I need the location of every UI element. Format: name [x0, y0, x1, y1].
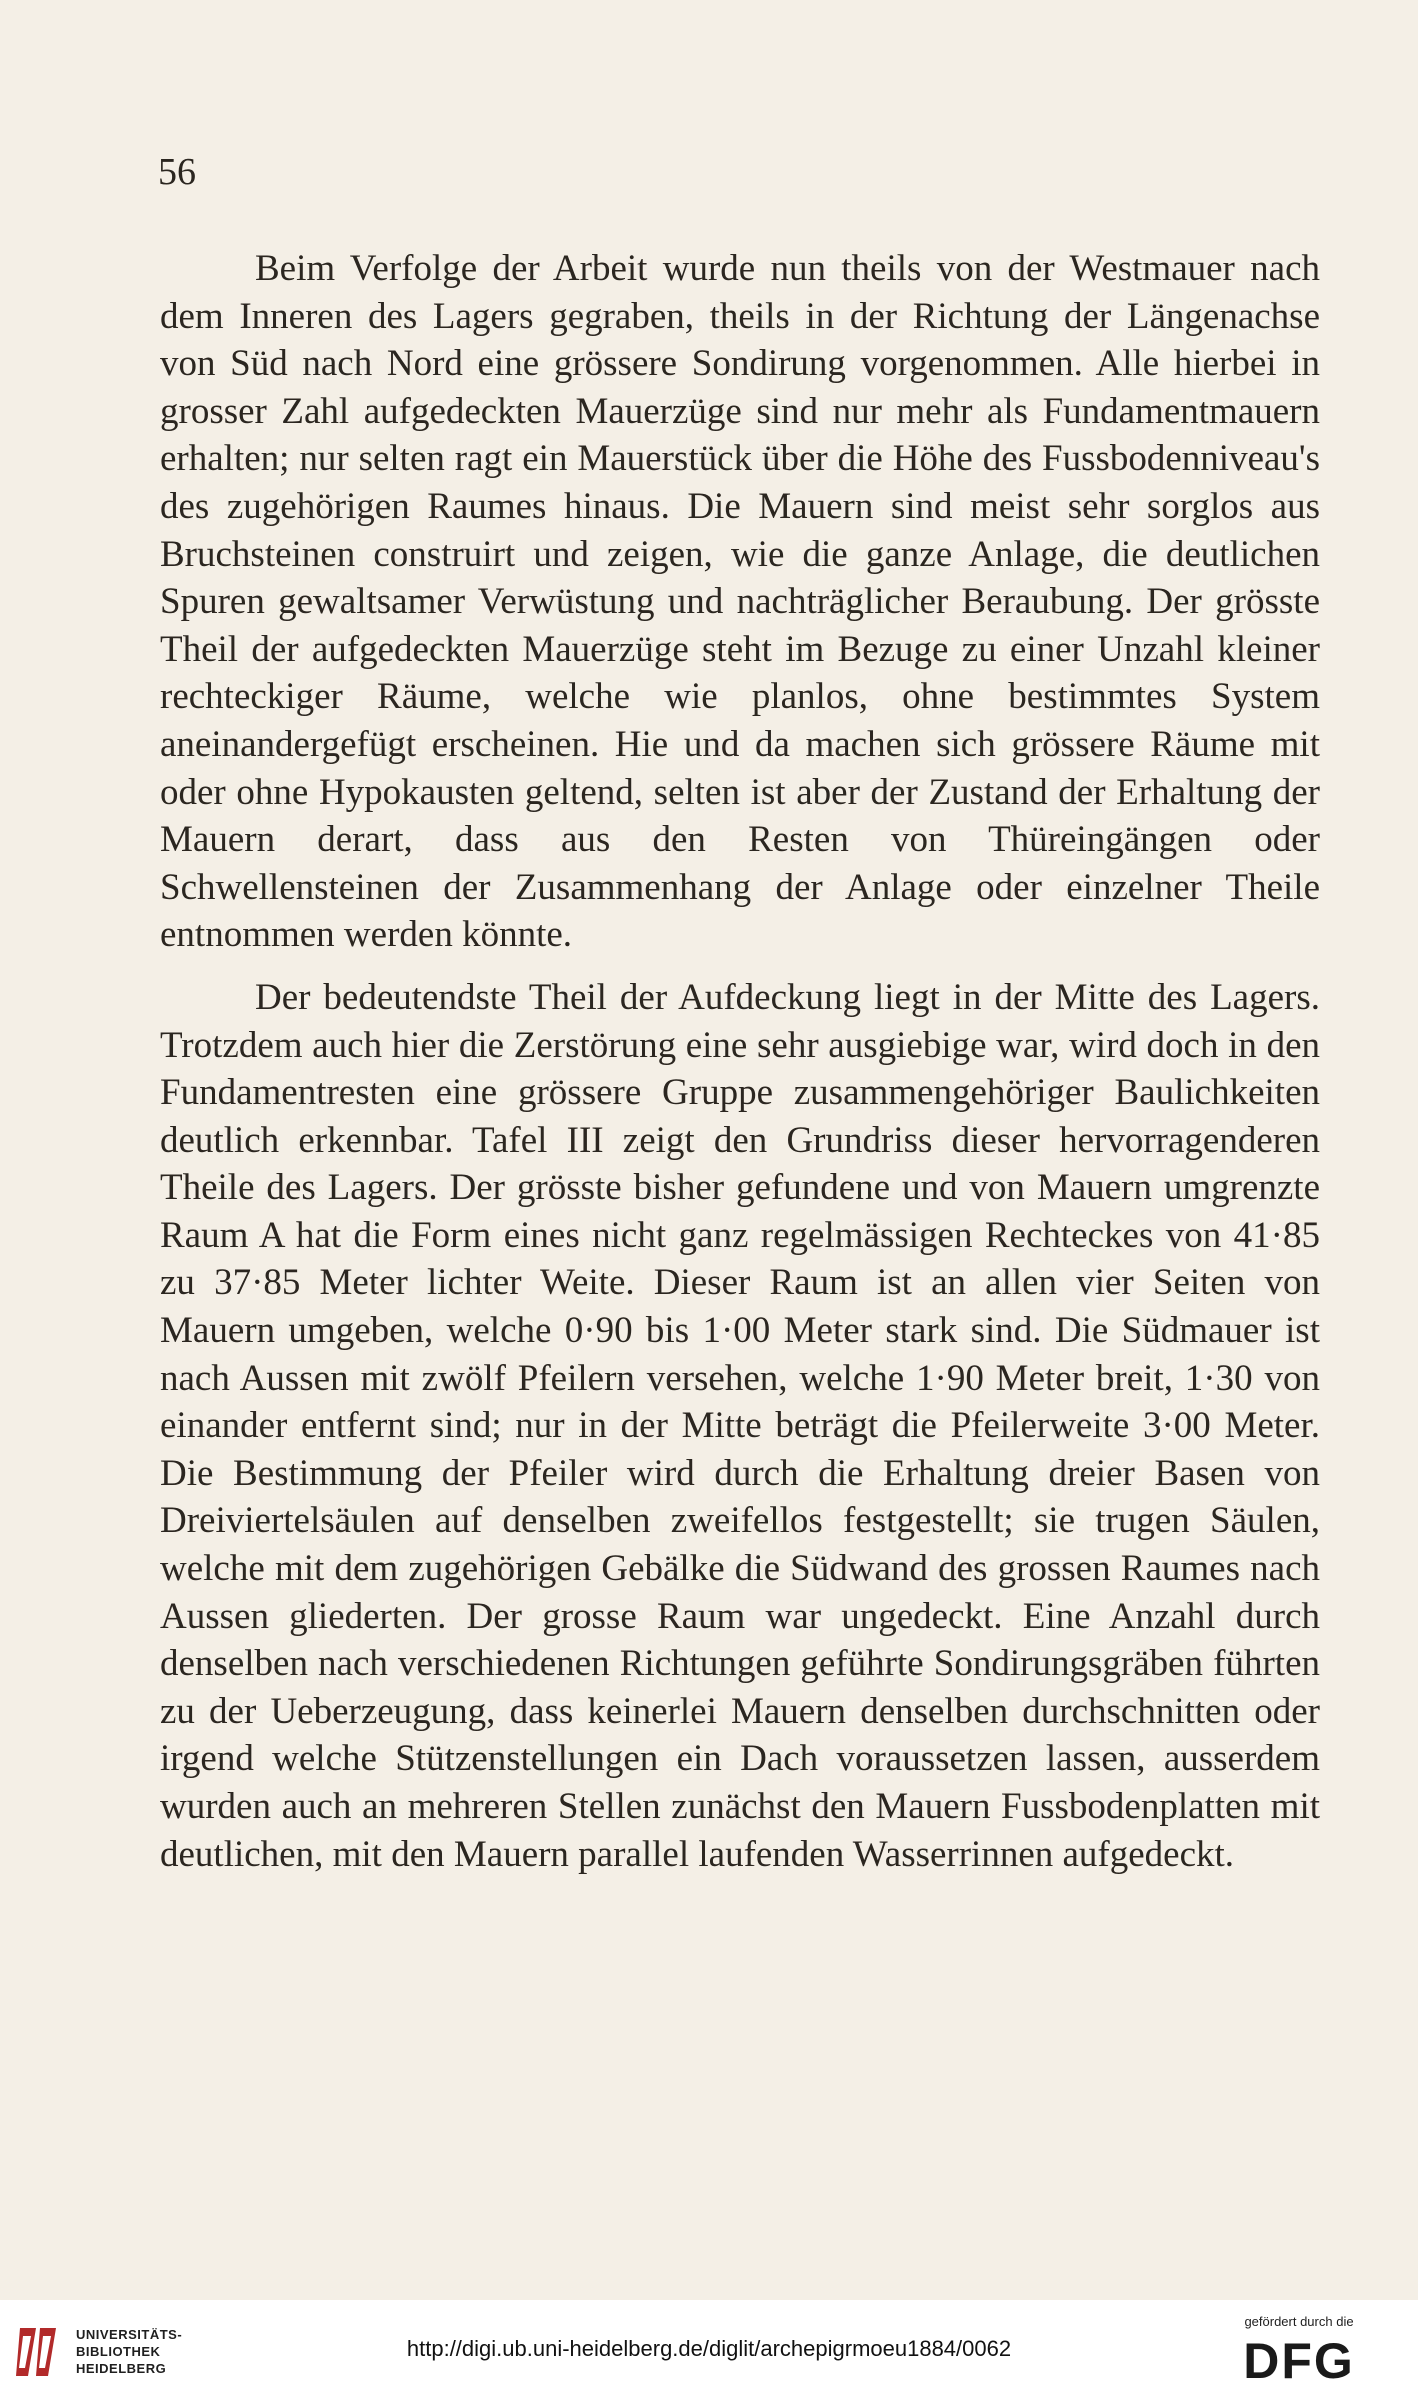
library-name-line-1: UNIVERSITÄTS-: [76, 2327, 183, 2342]
body-text: [160, 245, 1320, 1878]
page-number: 56: [158, 151, 196, 193]
funding-caption: gefördert durch die: [1244, 2314, 1354, 2329]
paragraph-2: Der bedeutendste Theil der Aufdeckung liegt in der Mitte des Lagers. Trotzdem auch hier die Zerstörung eine sehr ausgiebige war, wird doch in den Fundamentresten eine grössere Gruppe zusammengehöriger Baulichkeiten deutlich erkennbar. Tafel III zeigt den Grundriss dieser hervorragenderen Theile des Lagers. Der grösste bisher gefundene und von Mauern umgrenzte Raum A hat die Form eines nicht ganz regelmässigen Rechteckes von 41·85 zu 37·85 Meter lichter Weite. Dieser Raum ist an allen vier Seiten von Mauern umgeben, welche 0·90 bis 1·00 Meter stark sind. Die Südmauer ist nach Aussen mit zwölf Pfeilern versehen, welche 1·90 Meter breit, 1·30 von einander entfernt sind; nur in der Mitte beträgt die Pfeilerweite 3·00 Meter. Die Bestimmung der Pfeiler wird durch die Erhaltung dreier Basen von Dreiviertelsäulen auf denselben zweifellos festgestellt; sie trugen Säulen, welche mit dem zugehörigen Gebälke die Südwand des grossen Raumes nach Aussen gliederten. Der grosse Raum war ungedeckt. Eine Anzahl durch denselben nach verschiedenen Richtungen geführte Sondirungsgräben führten zu der Ueberzeugung, dass keinerlei Mauern denselben durchschnitten oder irgend welche Stützenstellungen ein Dach voraussetzen lassen, ausserdem wurden auch an mehreren Stellen zunächst den Mauern Fussbodenplatten mit deutlichen, mit den Mauern parallel laufenden Wasserrinnen aufgedeckt.: [160, 976, 1320, 1875]
digitization-footer: [0, 2300, 1418, 2408]
library-name-line-2: BIBLIOTHEK: [76, 2344, 161, 2359]
library-name-line-3: HEIDELBERG: [76, 2361, 167, 2376]
dfg-funding-logo[interactable]: [1204, 2314, 1394, 2389]
paragraph-1: Beim Verfolge der Arbeit wurde nun theils von der Westmauer nach dem Inneren des Lagers gegraben, theils in der Richtung der Längenachse von Süd nach Nord eine grössere Sondirung vorgenommen. Alle hierbei in grosser Zahl aufgedeckten Mauerzüge sind nur mehr als Fundamentmauern erhalten; nur selten ragt ein Mauerstück über die Höhe des Fussbodenniveau's des zugehörigen Raumes hinaus. Die Mauern sind meist sehr sorglos aus Bruchsteinen construirt und zeigen, wie die ganze Anlage, die deutlichen Spuren gewaltsamer Verwüstung und nachträglicher Beraubung. Der grösste Theil der aufgedeckten Mauerzüge steht im Bezuge zu einer Unzahl kleiner rechteckiger Räume, welche wie planlos, ohne bestimmtes System aneinandergefügt erscheinen. Hie und da machen sich grössere Räume mit oder ohne Hypokausten geltend, selten ist aber der Zustand der Erhaltung der Mauern derart, dass aus den Resten von Thüreingängen oder Schwellensteinen der Zusammenhang der Anlage oder einzelner Theile entnommen werden könnte.: [160, 248, 1320, 956]
dfg-wordmark: DFG: [1243, 2333, 1355, 2389]
permalink-url[interactable]: http://digi.ub.uni-heidelberg.de/diglit/archepigrmoeu1884/0062: [406, 2336, 1012, 2361]
